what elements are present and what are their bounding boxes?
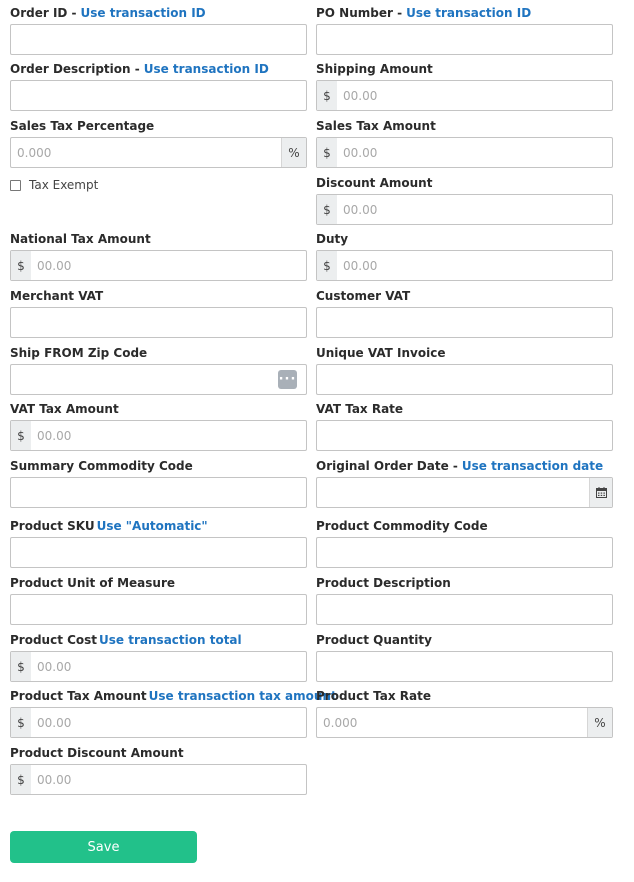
use-automatic-link[interactable]: Use "Automatic" xyxy=(96,519,208,533)
sales-tax-amount-label: Sales Tax Amount xyxy=(316,119,436,133)
shipping-amount-label: Shipping Amount xyxy=(316,62,433,76)
product-quantity-label: Product Quantity xyxy=(316,633,432,647)
po-number-field xyxy=(316,6,613,55)
discount-amount-field xyxy=(316,176,613,225)
order-description-field xyxy=(10,62,307,111)
tax-exempt-label: Tax Exempt xyxy=(29,178,99,192)
product-tax-rate-input[interactable]: 0.000 % xyxy=(316,707,613,738)
product-cost-input[interactable]: $ 00.00 xyxy=(10,651,307,682)
more-dots-icon[interactable]: ··· xyxy=(278,370,297,389)
vat-tax-rate-label: VAT Tax Rate xyxy=(316,402,404,416)
order-description-label: Order Description - Use transaction ID xyxy=(10,62,269,76)
dollar-addon: $ xyxy=(317,251,337,280)
product-tax-rate-field xyxy=(316,689,613,738)
duty-field xyxy=(316,232,613,281)
sales-tax-amount-field xyxy=(316,119,613,168)
ship-from-zip-input[interactable] xyxy=(10,364,307,395)
merchant-vat-field xyxy=(10,289,307,338)
customer-vat-field xyxy=(316,289,613,338)
product-unit-of-measure-input[interactable] xyxy=(10,594,307,625)
national-tax-amount-field xyxy=(10,232,307,281)
duty-label: Duty xyxy=(316,232,349,246)
original-order-date-label: Original Order Date - Use transaction date xyxy=(316,459,604,473)
merchant-vat-label: Merchant VAT xyxy=(10,289,104,303)
product-discount-amount-input[interactable]: $ 00.00 xyxy=(10,764,307,795)
dollar-addon: $ xyxy=(317,138,337,167)
order-id-input[interactable] xyxy=(10,24,307,55)
original-order-date-input[interactable] xyxy=(316,477,613,508)
national-tax-amount-label: National Tax Amount xyxy=(10,232,151,246)
merchant-vat-input[interactable] xyxy=(10,307,307,338)
order-description-use-transaction-link[interactable]: Use transaction ID xyxy=(143,62,269,76)
dollar-addon: $ xyxy=(11,765,31,794)
vat-tax-rate-input[interactable] xyxy=(316,420,613,451)
product-sku-field xyxy=(10,519,307,568)
calendar-icon[interactable] xyxy=(589,478,612,507)
use-transaction-total-link[interactable]: Use transaction total xyxy=(99,633,242,647)
product-tax-amount-label: Product Tax Amount Use transaction tax amount xyxy=(10,689,337,703)
product-quantity-field xyxy=(316,633,613,682)
po-number-label: PO Number - Use transaction ID xyxy=(316,6,532,20)
customer-vat-input[interactable] xyxy=(316,307,613,338)
customer-vat-label: Customer VAT xyxy=(316,289,411,303)
product-quantity-input[interactable] xyxy=(316,651,613,682)
sales-tax-percentage-field xyxy=(10,119,307,168)
sales-tax-percentage-label: Sales Tax Percentage xyxy=(10,119,155,133)
order-id-label: Order ID - Use transaction ID xyxy=(10,6,206,20)
dollar-addon: $ xyxy=(317,195,337,224)
percent-addon: % xyxy=(587,708,612,737)
order-id-field xyxy=(10,6,307,55)
product-sku-input[interactable] xyxy=(10,537,307,568)
po-number-input[interactable] xyxy=(316,24,613,55)
use-transaction-date-link[interactable]: Use transaction date xyxy=(461,459,604,473)
summary-commodity-code-label: Summary Commodity Code xyxy=(10,459,193,473)
tax-exempt-checkbox[interactable] xyxy=(10,180,21,191)
ship-from-zip-label: Ship FROM Zip Code xyxy=(10,346,148,360)
tax-exempt-row[interactable] xyxy=(10,178,98,192)
product-commodity-code-label: Product Commodity Code xyxy=(316,519,488,533)
product-discount-amount-field xyxy=(10,746,307,795)
original-order-date-field xyxy=(316,459,613,508)
vat-tax-amount-input[interactable]: $ 00.00 xyxy=(10,420,307,451)
product-tax-amount-field xyxy=(10,689,337,738)
ship-from-zip-field xyxy=(10,346,307,395)
summary-commodity-code-input[interactable] xyxy=(10,477,307,508)
product-discount-amount-label: Product Discount Amount xyxy=(10,746,184,760)
product-unit-of-measure-label: Product Unit of Measure xyxy=(10,576,175,590)
summary-commodity-code-field xyxy=(10,459,307,508)
product-commodity-code-field xyxy=(316,519,613,568)
sales-tax-amount-input[interactable]: $ 00.00 xyxy=(316,137,613,168)
vat-tax-amount-label: VAT Tax Amount xyxy=(10,402,119,416)
shipping-amount-field xyxy=(316,62,613,111)
sales-tax-percentage-input[interactable]: 0.000 % xyxy=(10,137,307,168)
product-cost-label: Product Cost Use transaction total xyxy=(10,633,242,647)
product-tax-rate-label: Product Tax Rate xyxy=(316,689,431,703)
vat-tax-rate-field xyxy=(316,402,613,451)
po-number-use-transaction-link[interactable]: Use transaction ID xyxy=(406,6,532,20)
product-tax-amount-input[interactable]: $ 00.00 xyxy=(10,707,307,738)
vat-tax-amount-field xyxy=(10,402,307,451)
product-unit-of-measure-field xyxy=(10,576,307,625)
use-transaction-tax-amount-link[interactable]: Use transaction tax amount xyxy=(148,689,337,703)
unique-vat-invoice-label: Unique VAT Invoice xyxy=(316,346,446,360)
dollar-addon: $ xyxy=(317,81,337,110)
product-description-field xyxy=(316,576,613,625)
product-commodity-code-input[interactable] xyxy=(316,537,613,568)
order-id-use-transaction-link[interactable]: Use transaction ID xyxy=(80,6,206,20)
discount-amount-label: Discount Amount xyxy=(316,176,433,190)
product-description-label: Product Description xyxy=(316,576,451,590)
order-description-input[interactable] xyxy=(10,80,307,111)
national-tax-amount-input[interactable]: $ 00.00 xyxy=(10,250,307,281)
shipping-amount-input[interactable]: $ 00.00 xyxy=(316,80,613,111)
discount-amount-input[interactable]: $ 00.00 xyxy=(316,194,613,225)
dollar-addon: $ xyxy=(11,652,31,681)
product-sku-label: Product SKU Use "Automatic" xyxy=(10,519,208,533)
product-description-input[interactable] xyxy=(316,594,613,625)
dollar-addon: $ xyxy=(11,708,31,737)
unique-vat-invoice-input[interactable] xyxy=(316,364,613,395)
duty-input[interactable]: $ 00.00 xyxy=(316,250,613,281)
unique-vat-invoice-field xyxy=(316,346,613,395)
save-button[interactable]: Save xyxy=(10,831,197,863)
percent-addon: % xyxy=(281,138,306,167)
dollar-addon: $ xyxy=(11,421,31,450)
dollar-addon: $ xyxy=(11,251,31,280)
product-cost-field xyxy=(10,633,307,682)
